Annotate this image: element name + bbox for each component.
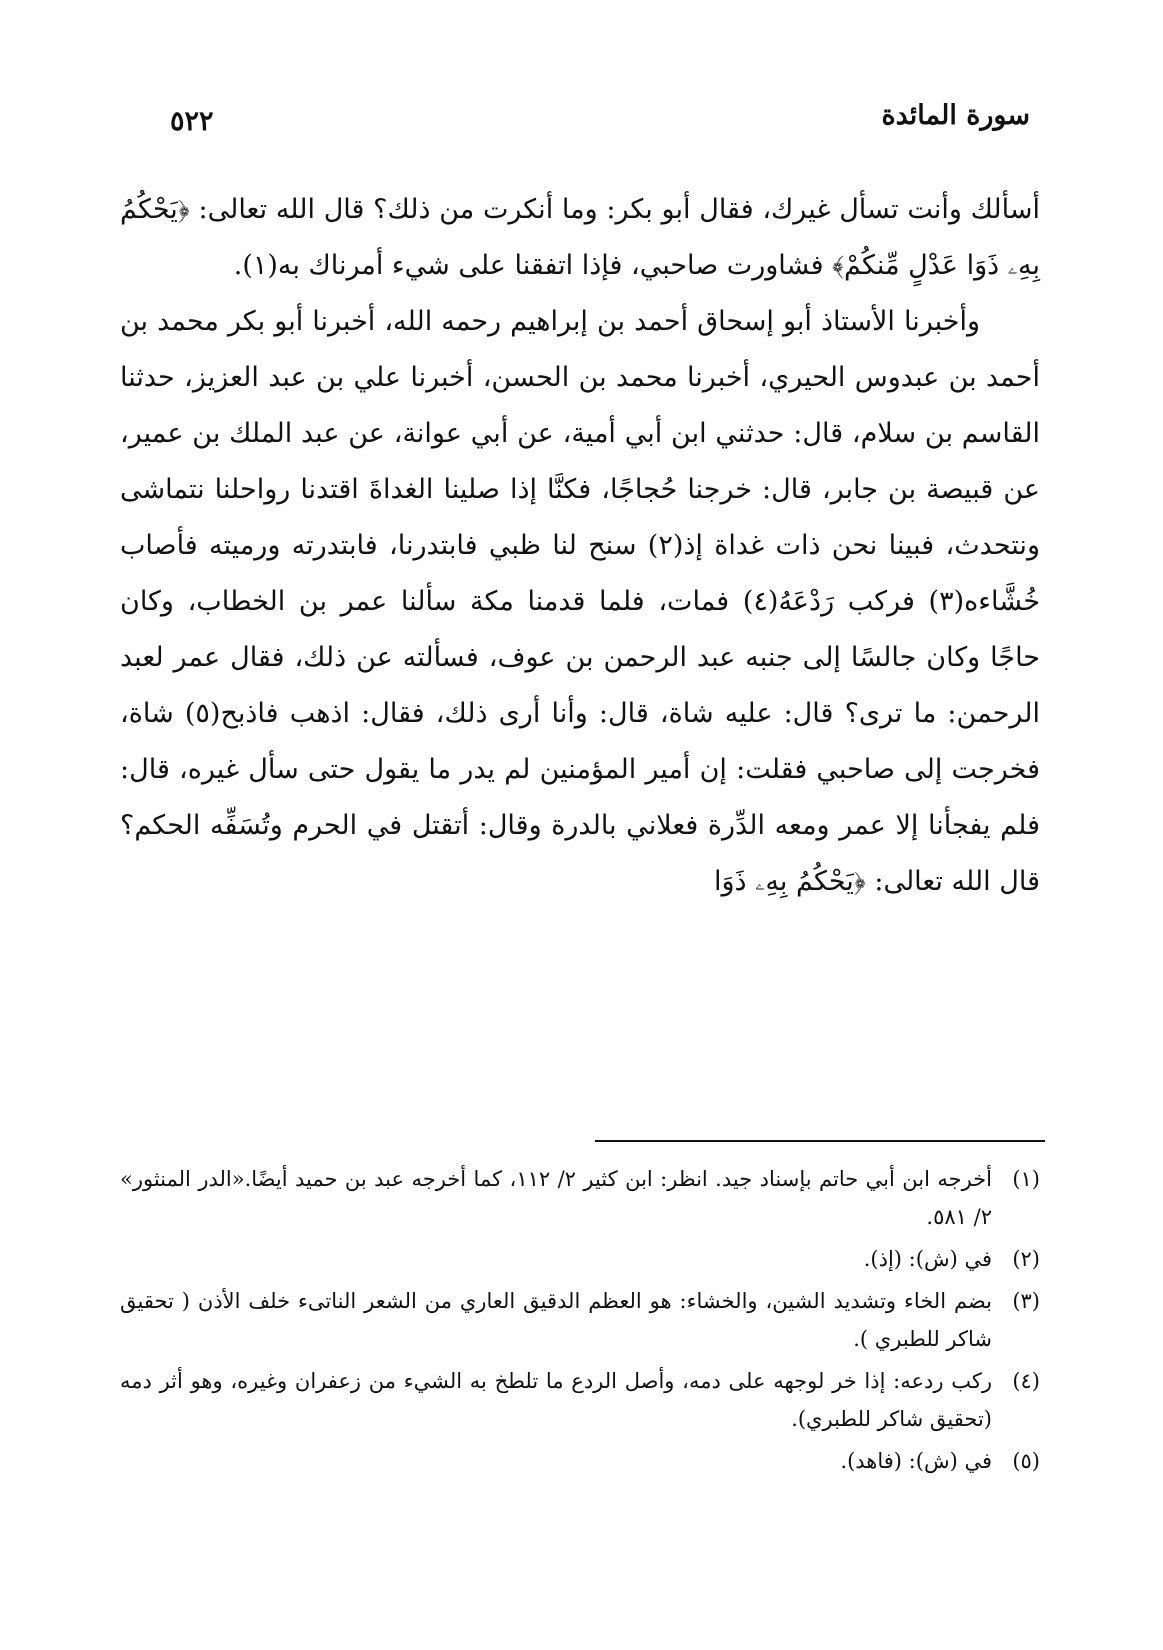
footnote-number: (٤) <box>1012 1369 1040 1393</box>
footnote-number: (٥) <box>1012 1449 1040 1473</box>
footnote <box>120 1282 1040 1358</box>
footnote <box>120 1160 1040 1236</box>
footnote-text: في (ش): (فاهد). <box>840 1449 992 1473</box>
footnote-text: أخرجه ابن أبي حاتم بإسناد جيد. انظر: ابن كثير ٢/ ١١٢، كما أخرجه عبد بن حميد أيضًا.«الدر المنثور» ٢/ ٥٨١. <box>120 1167 992 1229</box>
footnote-text: ركب ردعه: إذا خر لوجهه على دمه، وأصل الردع ما تلطخ به الشيء من زعفران وغيره، وهو أثر دمه (تحقيق شاكر للطبري). <box>120 1369 992 1431</box>
footnote-text: في (ش): (إذ). <box>863 1247 992 1271</box>
footnote <box>120 1240 1040 1278</box>
main-text <box>120 182 1040 910</box>
footnote-number: (٣) <box>1012 1289 1040 1313</box>
footnotes <box>120 1160 1040 1484</box>
footnote-separator <box>595 1140 1045 1142</box>
footnote <box>120 1362 1040 1438</box>
footnote-number: (٢) <box>1012 1247 1040 1271</box>
body-paragraph: أسألك وأنت تسأل غيرك، فقال أبو بكر: وما أنكرت من ذلك؟ قال الله تعالى: ﴿يَحْكُمُ بِهِۦ ذَوَا عَدْلٍ مِّنكُمْ﴾ فشاورت صاحبي، فإذا اتفقنا على شيء أمرناك به(١). <box>120 194 1040 281</box>
footnote-text: بضم الخاء وتشديد الشين، والخشاء: هو العظم الدقيق العاري من الشعر الناتىء خلف الأذن ( تحقيق شاكر للطبري ). <box>120 1289 992 1351</box>
footnote-number: (١) <box>1012 1167 1040 1191</box>
page-number: ٥٢٢ <box>170 106 214 137</box>
running-title: سورة المائدة <box>881 100 1030 131</box>
footnote <box>120 1442 1040 1480</box>
page-header <box>170 100 1030 150</box>
body-paragraph: وأخبرنا الأستاذ أبو إسحاق أحمد بن إبراهيم رحمه الله، أخبرنا أبو بكر محمد بن أحمد بن عبدوس الحيري، أخبرنا محمد بن الحسن، أخبرنا علي بن عبد العزيز، حدثنا القاسم بن سلام، قال: حدثني ابن أبي أمية، عن أبي عوانة، عن عبد الملك بن عمير، عن قبيصة بن جابر، قال: خرجنا حُجاجًا، فكنَّا إذا صلينا الغداةَ اقتدنا رواحلنا نتماشى ونتحدث، فبينا نحن ذات غداة إذ(٢) سنح لنا ظبي فابتدرنا، فابتدرته ورميته فأصاب خُشَّاءه(٣) فركب رَدْعَهُ(٤) فمات، فلما قدمنا مكة سألنا عمر بن الخطاب، وكان حاجًا وكان جالسًا إلى جنبه عبد الرحمن بن عوف، فسألته عن ذلك، فقال عمر لعبد الرحمن: ما ترى؟ قال: عليه شاة، قال: وأنا أرى ذلك، فقال: اذهب فاذبح(٥) شاة، فخرجت إلى صاحبي فقلت: إن أمير المؤمنين لم يدر ما يقول حتى سأل غيره، قال: فلم يفجأنا إلا عمر ومعه الدِّرة فعلاني بالدرة وقال: أتقتل في الحرم وتُسَفِّه الحكم؟ قال الله تعالى: ﴿يَحْكُمُ بِهِۦ ذَوَا <box>120 306 1041 897</box>
